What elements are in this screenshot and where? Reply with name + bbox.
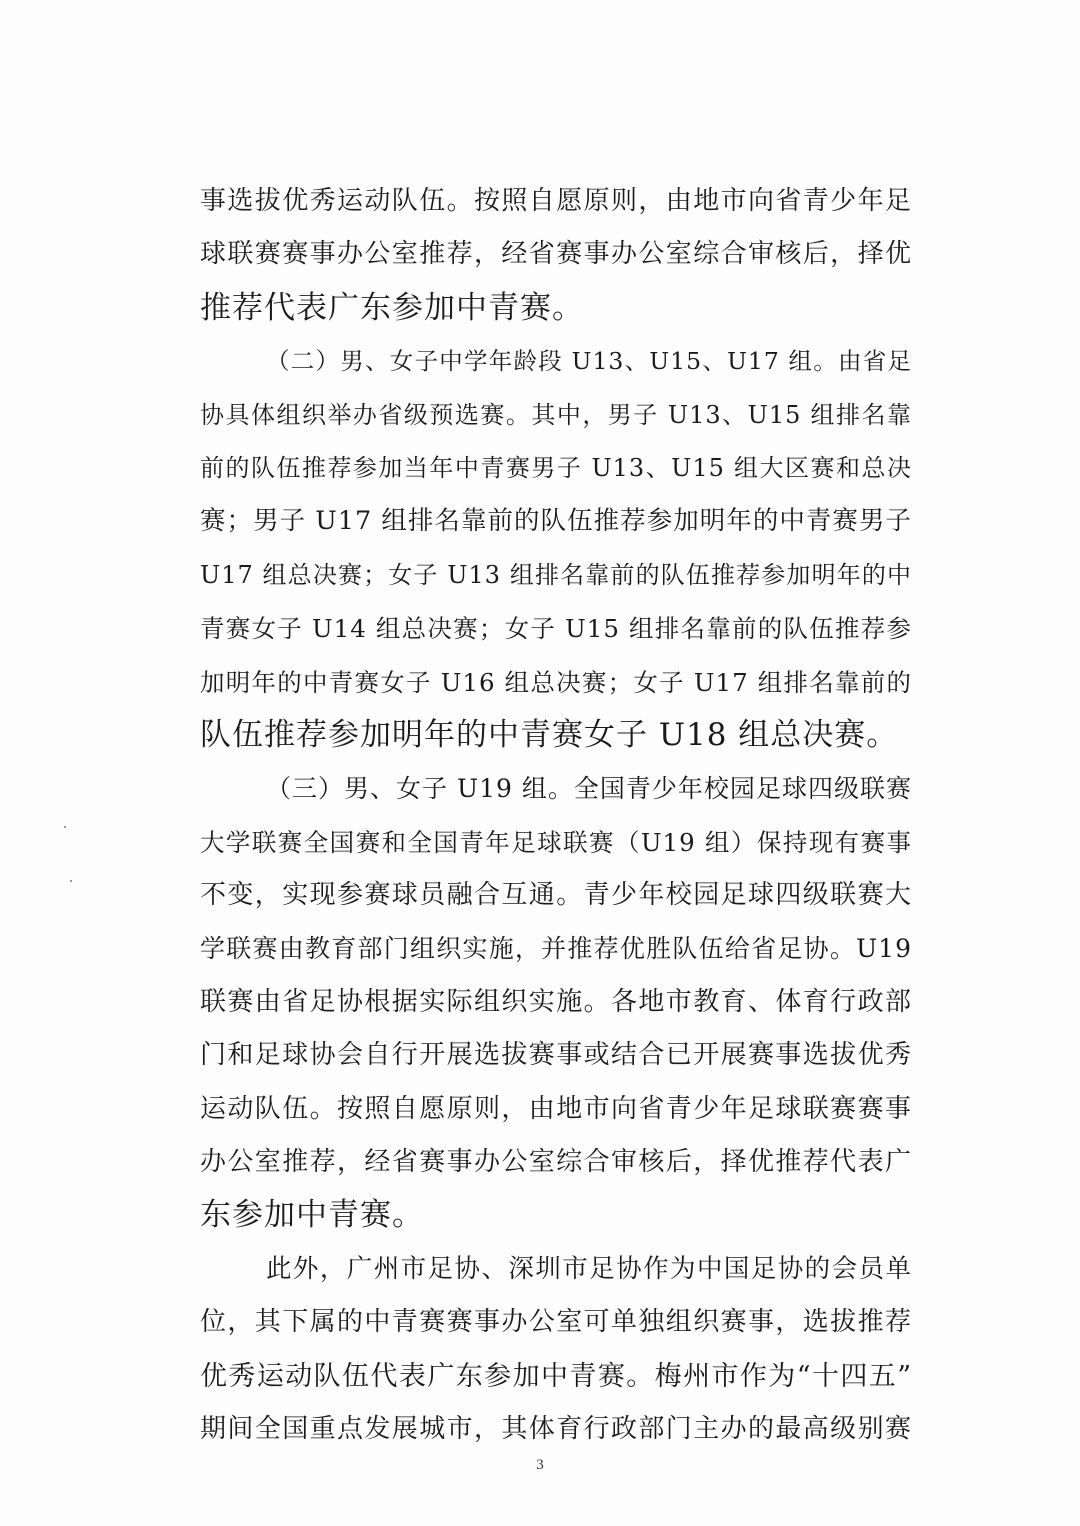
text-line: U17 组总决赛；女子 U13 组排名靠前的队伍推荐参加明年的中 — [200, 560, 912, 589]
text-line: （三）男、女子 U19 组。全国青少年校园足球四级联赛 — [266, 774, 912, 804]
text-line: 门和足球协会自行开展选拔赛事或结合已开展赛事选拔优秀 — [200, 1040, 912, 1071]
text-line: （二）男、女子中学年龄段 U13、U15、U17 组。由省足 — [266, 347, 912, 376]
text-line: 东参加中青赛。 — [200, 1197, 424, 1234]
text-line: 球联赛赛事办公室推荐，经省赛事办公室综合审核后，择优 — [200, 239, 912, 270]
body-text — [200, 175, 912, 1456]
scan-speck — [70, 880, 72, 882]
text-line: 青赛女子 U14 组总决赛；女子 U15 组排名靠前的队伍推荐参 — [200, 614, 912, 644]
text-line: 此外，广州市足协、深圳市足协作为中国足协的会员单 — [266, 1253, 912, 1284]
text-line: 学联赛由教育部门组织实施，并推荐优胜队伍给省足协。U19 — [200, 934, 912, 964]
text-line: 推荐代表广东参加中青赛。 — [200, 289, 584, 326]
text-line: 优秀运动队伍代表广东参加中青赛。梅州市作为“十四五” — [200, 1360, 912, 1392]
page-number: 3 — [536, 1457, 544, 1473]
text-line: 协具体组织举办省级预选赛。其中，男子 U13、U15 组排名靠 — [200, 400, 912, 429]
text-line: 前的队伍推荐参加当年中青赛男子 U13、U15 组大区赛和总决 — [200, 453, 912, 482]
text-line: 期间全国重点发展城市，其体育行政部门主办的最高级别赛 — [200, 1413, 912, 1444]
scan-speck — [64, 826, 66, 828]
text-line: 办公室推荐，经省赛事办公室综合审核后，择优推荐代表广 — [200, 1147, 912, 1178]
text-line: 位，其下属的中青赛赛事办公室可单独组织赛事，选拔推荐 — [200, 1307, 912, 1338]
text-line: 事选拔优秀运动队伍。按照自愿原则，由地市向省青少年足 — [200, 186, 912, 216]
text-line: 赛；男子 U17 组排名靠前的队伍推荐参加明年的中青赛男子 — [200, 506, 912, 537]
text-line: 运动队伍。按照自愿原则，由地市向省青少年足球联赛赛事 — [200, 1093, 912, 1124]
text-line: 加明年的中青赛女子 U16 组总决赛；女子 U17 组排名靠前的 — [200, 667, 912, 697]
text-line: 大学联赛全国赛和全国青年足球联赛（U19 组）保持现有赛事 — [200, 827, 912, 857]
text-line: 队伍推荐参加明年的中青赛女子 U18 组总决赛。 — [200, 716, 899, 753]
text-line: 不变，实现参赛球员融合互通。青少年校园足球四级联赛大 — [200, 880, 912, 911]
text-line: 联赛由省足协根据实际组织实施。各地市教育、体育行政部 — [200, 986, 912, 1017]
